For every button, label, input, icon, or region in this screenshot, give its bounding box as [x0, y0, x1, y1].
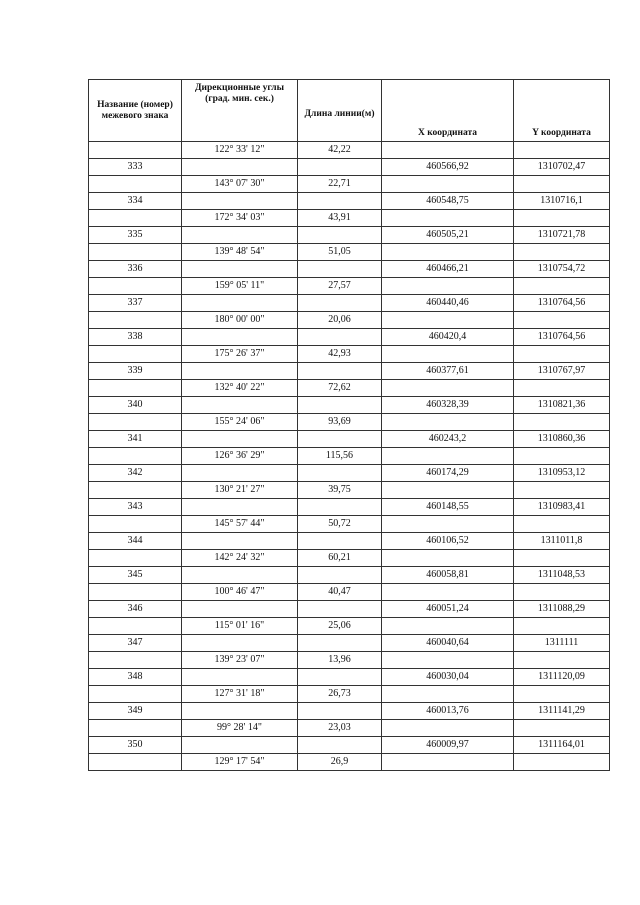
empty-cell [182, 159, 298, 176]
empty-cell [514, 550, 610, 567]
point-name-cell: 342 [89, 465, 182, 482]
point-row [89, 329, 610, 346]
segment-row [89, 312, 610, 329]
y-coordinate-cell: 1311111 [514, 635, 610, 652]
y-coordinate-cell: 1310721,78 [514, 227, 610, 244]
empty-cell [182, 601, 298, 618]
empty-cell [89, 686, 182, 703]
table-header-row [89, 80, 610, 142]
angle-cell: 180° 00' 00" [182, 312, 298, 329]
empty-cell [514, 312, 610, 329]
empty-cell [298, 295, 382, 312]
y-coordinate-cell: 1310821,36 [514, 397, 610, 414]
x-coordinate-cell: 460466,21 [382, 261, 514, 278]
point-row [89, 261, 610, 278]
point-row [89, 363, 610, 380]
y-coordinate-cell: 1310983,41 [514, 499, 610, 516]
y-coordinate-cell: 1310702,47 [514, 159, 610, 176]
empty-cell [382, 618, 514, 635]
point-row [89, 635, 610, 652]
point-name-cell: 344 [89, 533, 182, 550]
empty-cell [89, 754, 182, 771]
point-name-cell: 337 [89, 295, 182, 312]
empty-cell [382, 482, 514, 499]
empty-cell [182, 193, 298, 210]
point-name-cell: 347 [89, 635, 182, 652]
point-row [89, 703, 610, 720]
point-row [89, 193, 610, 210]
point-row [89, 465, 610, 482]
point-name-cell: 334 [89, 193, 182, 210]
length-cell: 26,9 [298, 754, 382, 771]
point-name-cell: 341 [89, 431, 182, 448]
x-coordinate-cell: 460040,64 [382, 635, 514, 652]
x-coordinate-cell: 460106,52 [382, 533, 514, 550]
empty-cell [382, 516, 514, 533]
length-cell: 26,73 [298, 686, 382, 703]
x-coordinate-cell: 460440,46 [382, 295, 514, 312]
empty-cell [182, 499, 298, 516]
y-coordinate-cell: 1311088,29 [514, 601, 610, 618]
empty-cell [182, 533, 298, 550]
empty-cell [298, 737, 382, 754]
empty-cell [382, 312, 514, 329]
empty-cell [182, 737, 298, 754]
header-x: X координата [382, 80, 514, 142]
angle-cell: 99° 28' 14" [182, 720, 298, 737]
empty-cell [298, 431, 382, 448]
segment-row [89, 754, 610, 771]
point-row [89, 601, 610, 618]
empty-cell [514, 244, 610, 261]
y-coordinate-cell: 1311120,09 [514, 669, 610, 686]
empty-cell [298, 329, 382, 346]
empty-cell [514, 142, 610, 159]
point-row [89, 159, 610, 176]
angle-cell: 132° 40' 22" [182, 380, 298, 397]
empty-cell [514, 754, 610, 771]
angle-cell: 139° 48' 54" [182, 244, 298, 261]
empty-cell [182, 227, 298, 244]
length-cell: 42,93 [298, 346, 382, 363]
header-length: Длина линии(м) [298, 80, 382, 142]
empty-cell [514, 686, 610, 703]
empty-cell [182, 635, 298, 652]
length-cell: 60,21 [298, 550, 382, 567]
segment-row [89, 618, 610, 635]
point-name-cell: 333 [89, 159, 182, 176]
empty-cell [382, 380, 514, 397]
length-cell: 23,03 [298, 720, 382, 737]
segment-row [89, 516, 610, 533]
empty-cell [382, 686, 514, 703]
empty-cell [514, 346, 610, 363]
x-coordinate-cell: 460174,29 [382, 465, 514, 482]
empty-cell [298, 193, 382, 210]
empty-cell [182, 465, 298, 482]
angle-cell: 145° 57' 44" [182, 516, 298, 533]
segment-row [89, 142, 610, 159]
empty-cell [89, 584, 182, 601]
length-cell: 25,06 [298, 618, 382, 635]
y-coordinate-cell: 1311011,8 [514, 533, 610, 550]
point-name-cell: 335 [89, 227, 182, 244]
empty-cell [182, 363, 298, 380]
point-row [89, 669, 610, 686]
point-name-cell: 339 [89, 363, 182, 380]
empty-cell [382, 142, 514, 159]
empty-cell [382, 720, 514, 737]
point-row [89, 533, 610, 550]
length-cell: 39,75 [298, 482, 382, 499]
empty-cell [182, 703, 298, 720]
angle-cell: 175° 26' 37" [182, 346, 298, 363]
angle-cell: 126° 36' 29" [182, 448, 298, 465]
segment-row [89, 278, 610, 295]
empty-cell [89, 516, 182, 533]
empty-cell [89, 210, 182, 227]
point-name-cell: 350 [89, 737, 182, 754]
x-coordinate-cell: 460328,39 [382, 397, 514, 414]
y-coordinate-cell: 1310754,72 [514, 261, 610, 278]
empty-cell [298, 601, 382, 618]
empty-cell [382, 652, 514, 669]
x-coordinate-cell: 460013,76 [382, 703, 514, 720]
x-coordinate-cell: 460566,92 [382, 159, 514, 176]
angle-cell: 159° 05' 11" [182, 278, 298, 295]
length-cell: 93,69 [298, 414, 382, 431]
length-cell: 42,22 [298, 142, 382, 159]
point-name-cell: 345 [89, 567, 182, 584]
segment-row [89, 482, 610, 499]
segment-row [89, 652, 610, 669]
empty-cell [89, 482, 182, 499]
point-row [89, 227, 610, 244]
header-y: Y координата [514, 80, 610, 142]
y-coordinate-cell: 1311048,53 [514, 567, 610, 584]
empty-cell [182, 397, 298, 414]
empty-cell [298, 669, 382, 686]
length-cell: 27,57 [298, 278, 382, 295]
empty-cell [89, 244, 182, 261]
empty-cell [89, 346, 182, 363]
empty-cell [382, 448, 514, 465]
empty-cell [514, 618, 610, 635]
empty-cell [298, 465, 382, 482]
length-cell: 115,56 [298, 448, 382, 465]
empty-cell [382, 278, 514, 295]
empty-cell [298, 397, 382, 414]
segment-row [89, 210, 610, 227]
y-coordinate-cell: 1310716,1 [514, 193, 610, 210]
empty-cell [89, 550, 182, 567]
empty-cell [298, 567, 382, 584]
angle-cell: 139° 23' 07" [182, 652, 298, 669]
angle-cell: 142° 24' 32" [182, 550, 298, 567]
header-angle: Дирекционные углы (град. мин. сек.) [182, 80, 298, 142]
empty-cell [298, 499, 382, 516]
empty-cell [514, 380, 610, 397]
empty-cell [514, 584, 610, 601]
empty-cell [298, 227, 382, 244]
empty-cell [514, 482, 610, 499]
x-coordinate-cell: 460009,97 [382, 737, 514, 754]
empty-cell [514, 210, 610, 227]
point-name-cell: 346 [89, 601, 182, 618]
empty-cell [514, 278, 610, 295]
point-row [89, 397, 610, 414]
y-coordinate-cell: 1310860,36 [514, 431, 610, 448]
length-cell: 43,91 [298, 210, 382, 227]
empty-cell [89, 142, 182, 159]
empty-cell [182, 261, 298, 278]
x-coordinate-cell: 460148,55 [382, 499, 514, 516]
empty-cell [382, 346, 514, 363]
length-cell: 22,71 [298, 176, 382, 193]
empty-cell [514, 448, 610, 465]
empty-cell [89, 448, 182, 465]
empty-cell [89, 278, 182, 295]
empty-cell [382, 550, 514, 567]
empty-cell [89, 618, 182, 635]
y-coordinate-cell: 1311164,01 [514, 737, 610, 754]
segment-row [89, 720, 610, 737]
x-coordinate-cell: 460051,24 [382, 601, 514, 618]
empty-cell [514, 414, 610, 431]
y-coordinate-cell: 1310764,56 [514, 329, 610, 346]
length-cell: 40,47 [298, 584, 382, 601]
angle-cell: 127° 31' 18" [182, 686, 298, 703]
table-body [89, 142, 610, 771]
segment-row [89, 448, 610, 465]
segment-row [89, 584, 610, 601]
empty-cell [89, 720, 182, 737]
empty-cell [298, 533, 382, 550]
empty-cell [182, 295, 298, 312]
empty-cell [89, 414, 182, 431]
point-row [89, 295, 610, 312]
empty-cell [382, 244, 514, 261]
empty-cell [298, 703, 382, 720]
angle-cell: 115° 01' 16" [182, 618, 298, 635]
empty-cell [514, 652, 610, 669]
segment-row [89, 346, 610, 363]
angle-cell: 155° 24' 06" [182, 414, 298, 431]
x-coordinate-cell: 460030,04 [382, 669, 514, 686]
empty-cell [89, 176, 182, 193]
y-coordinate-cell: 1310953,12 [514, 465, 610, 482]
empty-cell [298, 159, 382, 176]
segment-row [89, 550, 610, 567]
empty-cell [89, 652, 182, 669]
angle-cell: 172° 34' 03" [182, 210, 298, 227]
angle-cell: 129° 17' 54" [182, 754, 298, 771]
length-cell: 20,06 [298, 312, 382, 329]
point-row [89, 431, 610, 448]
point-name-cell: 348 [89, 669, 182, 686]
point-name-cell: 336 [89, 261, 182, 278]
empty-cell [298, 261, 382, 278]
empty-cell [182, 431, 298, 448]
coordinates-table-container [88, 79, 609, 771]
point-name-cell: 338 [89, 329, 182, 346]
length-cell: 51,05 [298, 244, 382, 261]
empty-cell [382, 584, 514, 601]
point-name-cell: 349 [89, 703, 182, 720]
empty-cell [89, 312, 182, 329]
segment-row [89, 380, 610, 397]
y-coordinate-cell: 1310764,56 [514, 295, 610, 312]
y-coordinate-cell: 1310767,97 [514, 363, 610, 380]
angle-cell: 143° 07' 30" [182, 176, 298, 193]
x-coordinate-cell: 460377,61 [382, 363, 514, 380]
length-cell: 13,96 [298, 652, 382, 669]
empty-cell [182, 669, 298, 686]
point-name-cell: 343 [89, 499, 182, 516]
point-row [89, 567, 610, 584]
coordinates-table [88, 79, 610, 771]
y-coordinate-cell: 1311141,29 [514, 703, 610, 720]
segment-row [89, 414, 610, 431]
empty-cell [514, 176, 610, 193]
x-coordinate-cell: 460505,21 [382, 227, 514, 244]
x-coordinate-cell: 460058,81 [382, 567, 514, 584]
empty-cell [514, 516, 610, 533]
x-coordinate-cell: 460420,4 [382, 329, 514, 346]
angle-cell: 100° 46' 47" [182, 584, 298, 601]
empty-cell [382, 176, 514, 193]
empty-cell [298, 635, 382, 652]
length-cell: 50,72 [298, 516, 382, 533]
empty-cell [382, 754, 514, 771]
point-row [89, 499, 610, 516]
x-coordinate-cell: 460243,2 [382, 431, 514, 448]
empty-cell [514, 720, 610, 737]
empty-cell [382, 414, 514, 431]
length-cell: 72,62 [298, 380, 382, 397]
x-coordinate-cell: 460548,75 [382, 193, 514, 210]
header-name: Название (номер) межевого знака [89, 80, 182, 142]
segment-row [89, 176, 610, 193]
point-name-cell: 340 [89, 397, 182, 414]
angle-cell: 130° 21' 27" [182, 482, 298, 499]
empty-cell [382, 210, 514, 227]
angle-cell: 122° 33' 12" [182, 142, 298, 159]
empty-cell [182, 329, 298, 346]
empty-cell [298, 363, 382, 380]
segment-row [89, 244, 610, 261]
empty-cell [182, 567, 298, 584]
segment-row [89, 686, 610, 703]
empty-cell [89, 380, 182, 397]
point-row [89, 737, 610, 754]
